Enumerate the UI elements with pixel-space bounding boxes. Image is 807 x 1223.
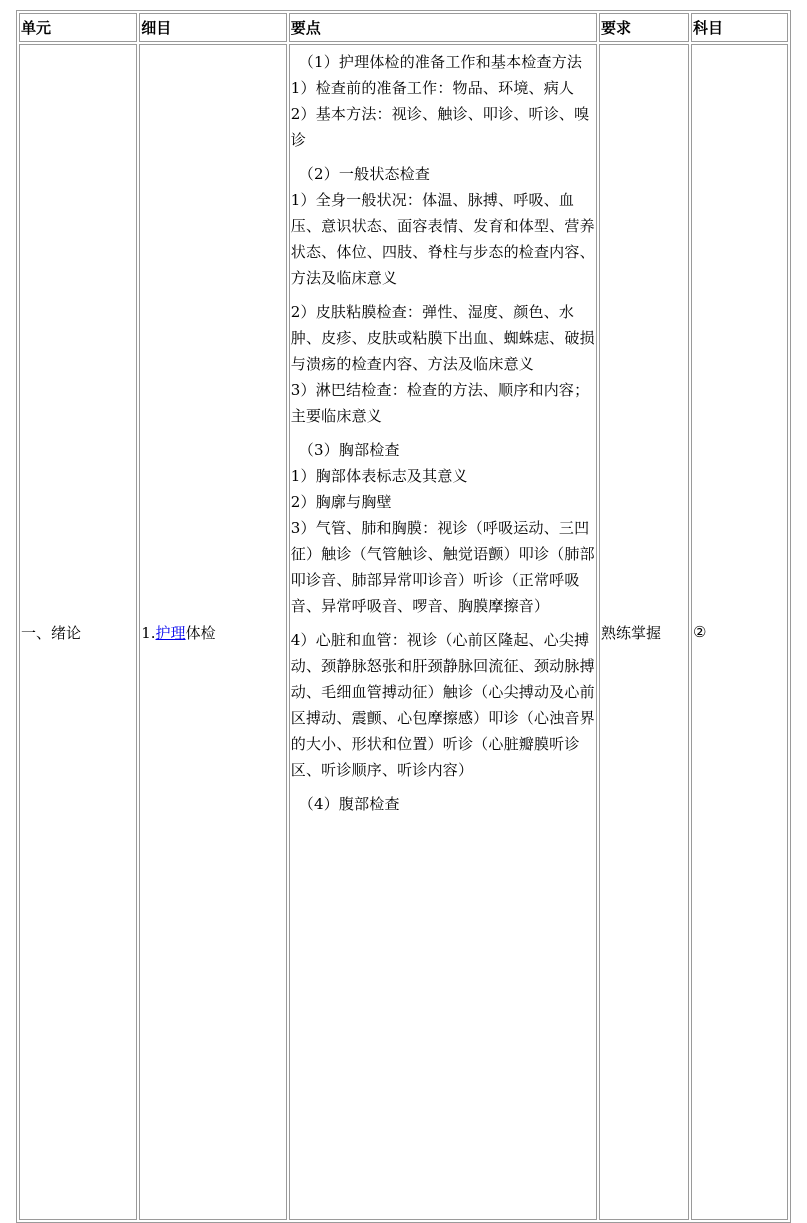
section-3-item-2: 2）胸廓与胸壁 [290, 493, 392, 511]
unit-cell [19, 44, 137, 1220]
header-requirement: 要求 [599, 13, 689, 42]
section-3-title: （3）胸部检查 [298, 441, 400, 459]
requirement-label: 熟练掌握 [601, 623, 662, 642]
section-2b [291, 299, 595, 429]
section-2-item-3: 3）淋巴结检查：检查的方法、顺序和内容；主要临床意义 [290, 381, 590, 425]
section-3-item-3: 3）气管、肺和胸膜：视诊（呼吸运动、三凹征）触诊（气管触诊、触觉语颤）叩诊（肺部叩诊音、肺部异常叩诊音）听诊（正常呼吸音、异常呼吸音、啰音、胸膜摩擦音） [290, 519, 595, 615]
unit-label: 一、绪论 [21, 623, 82, 642]
section-2 [291, 161, 595, 291]
syllabus-table [16, 10, 791, 1223]
detail-label [141, 624, 215, 642]
section-2-item-1: 1）全身一般状况：体温、脉搏、呼吸、血压、意识状态、面容表情、发育和体型、营养状态、体位、四肢、脊柱与步态的检查内容、方法及临床意义 [290, 191, 595, 287]
section-1-item-2: 2）基本方法：视诊、触诊、叩诊、听诊、嗅诊 [290, 105, 590, 149]
header-unit: 单元 [19, 13, 137, 42]
section-1-item-1: 1）检查前的准备工作：物品、环境、病人 [290, 79, 575, 97]
section-3-item-4: 4）心脏和血管：视诊（心前区隆起、心尖搏动、颈静脉怒张和肝颈静脉回流征、颈动脉搏动、毛细血管搏动征）触诊（心尖搏动及心前区搏动、震颤、心包摩擦感）叩诊（心浊音界的大小、形状和位置）听诊（心脏瓣膜听诊区、听诊顺序、听诊内容） [290, 631, 595, 779]
header-detail: 细目 [139, 13, 287, 42]
section-4 [291, 791, 595, 817]
detail-cell [139, 44, 287, 1220]
nursing-link[interactable]: 护理 [155, 623, 186, 642]
subject-label: ② [692, 623, 707, 641]
section-3 [291, 437, 595, 619]
points-cell [289, 44, 597, 1220]
requirement-cell [599, 44, 689, 1220]
header-subject: 科目 [691, 13, 788, 42]
detail-prefix: 1. [141, 623, 156, 642]
subject-cell [691, 44, 788, 1220]
section-1-title: （1）护理体检的准备工作和基本检查方法 [298, 53, 583, 71]
section-4-title: （4）腹部检查 [298, 795, 400, 813]
section-3b [291, 627, 595, 783]
section-2-item-2: 2）皮肤粘膜检查：弹性、湿度、颜色、水肿、皮疹、皮肤或粘膜下出血、蜘蛛痣、破损与溃疡的检查内容、方法及临床意义 [290, 303, 595, 373]
header-points: 要点 [289, 13, 597, 42]
table-row [19, 44, 788, 1220]
detail-suffix: 体检 [185, 623, 216, 642]
header-row [19, 13, 788, 42]
section-2-title: （2）一般状态检查 [298, 165, 431, 183]
section-1 [291, 49, 595, 153]
section-3-item-1: 1）胸部体表标志及其意义 [290, 467, 468, 485]
